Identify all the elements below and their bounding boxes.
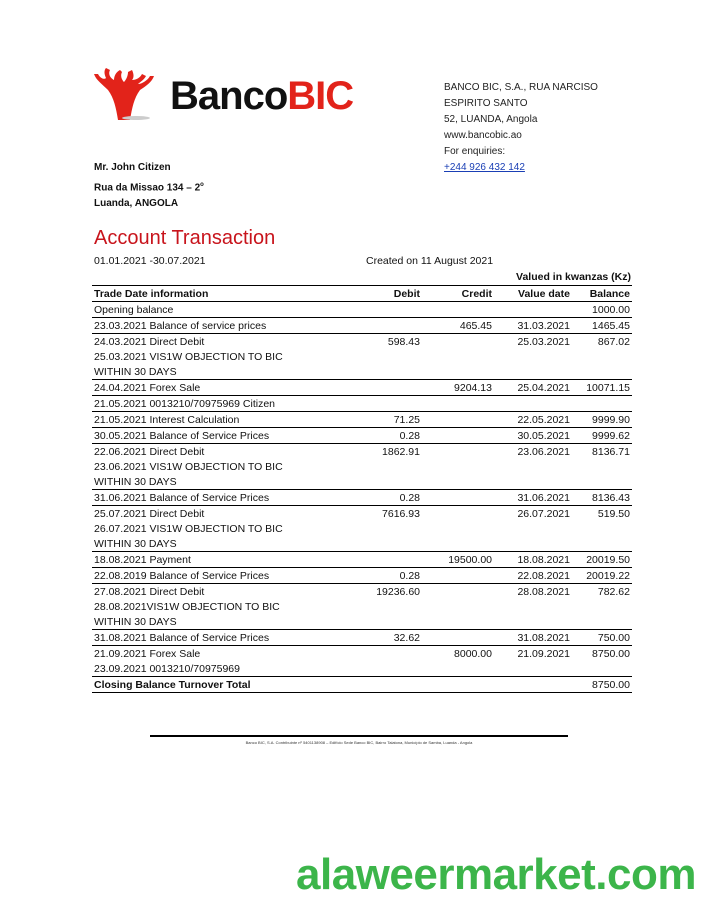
cell-desc: 23.09.2021 0013210/70975969: [94, 662, 240, 675]
table-row: [92, 334, 632, 350]
table-row: [92, 568, 632, 584]
bank-logo: [92, 68, 372, 120]
closing-balance-row: [92, 677, 632, 693]
cell-debit: [358, 521, 422, 536]
table-row: [92, 318, 632, 334]
page-title: Account Transaction: [94, 227, 276, 249]
cell-value-date: 26.07.2021: [517, 507, 570, 520]
cell-debit: 19236.60: [376, 585, 420, 598]
cell-desc: 25.07.2021 Direct Debit: [94, 507, 205, 520]
table-row: [92, 490, 632, 506]
table-row: [92, 364, 632, 380]
cell-debit: [358, 646, 422, 662]
cell-credit: 9204.13: [422, 380, 494, 396]
cell-credit: [422, 474, 494, 490]
table-row: [92, 584, 632, 600]
cell-balance: [572, 661, 632, 677]
cell-value-date: 23.06.2021: [517, 445, 570, 458]
cell-credit: [422, 396, 494, 412]
cell-value-date: 21.09.2021: [517, 647, 570, 660]
table-header: [92, 286, 632, 302]
cell-value-date: 30.05.2021: [494, 428, 572, 444]
cell-desc: 24.03.2021 Direct Debit: [94, 335, 205, 348]
closing-label: Closing Balance Turnover Total: [92, 677, 358, 693]
closing-balance: 8750.00: [572, 677, 632, 693]
cell-credit: [422, 599, 494, 614]
transactions-table: [92, 285, 632, 693]
cell-credit: [422, 364, 494, 380]
cell-desc: WITHIN 30 DAYS: [92, 364, 358, 380]
cell-desc: 21.09.2021 Forex Sale: [94, 647, 201, 660]
cell-credit: [422, 412, 494, 428]
bank-address: BANCO BIC, S.A., RUA NARCISO ESPIRITO SANTO 52, LUANDA, Angola www.bancobic.ao For enquiries: +244 926 432 142: [444, 80, 598, 176]
cell-debit: 0.28: [358, 568, 422, 584]
table-row: [92, 646, 632, 662]
cell-debit: [358, 380, 422, 396]
baobab-tree-icon: [92, 68, 156, 120]
col-balance: Balance: [572, 286, 632, 302]
cell-balance: [572, 614, 632, 630]
cell-debit: [358, 552, 422, 568]
col-value-date: Value date: [494, 286, 572, 302]
cell-desc: 21.05.2021 Interest Calculation: [92, 412, 358, 428]
cell-balance: 1465.45: [572, 318, 632, 334]
cell-desc: WITHIN 30 DAYS: [92, 614, 358, 630]
col-trade-date: Trade Date information: [92, 286, 358, 302]
cell-value-date: 31.08.2021: [494, 630, 572, 646]
cell-debit: 598.43: [387, 335, 420, 348]
cell-desc: 26.07.2021 VIS1W OBJECTION TO BIC: [94, 522, 283, 535]
table-row: [92, 380, 632, 396]
table-row: [92, 396, 632, 412]
table-row: [92, 614, 632, 630]
cell-balance: 519.50: [597, 507, 630, 520]
cell-balance: [572, 474, 632, 490]
cell-credit: [422, 536, 494, 552]
customer-address: Mr. John Citizen Rua da Missao 134 – 2$^o$ Luanda, ANGOLA: [94, 162, 204, 210]
cell-desc: 22.06.2021 Direct Debit: [94, 445, 205, 458]
cell-balance: [572, 536, 632, 552]
cell-value-date: 28.08.2021: [517, 585, 570, 598]
cell-balance: 750.00: [572, 630, 632, 646]
cell-debit: 32.62: [358, 630, 422, 646]
cell-debit: [358, 459, 422, 474]
cell-desc: 21.05.2021 0013210/70975969 Citizen: [92, 396, 358, 412]
cell-debit: [358, 318, 422, 334]
cell-value-date: 25.04.2021: [494, 380, 572, 396]
table-row: [92, 599, 632, 614]
col-credit: Credit: [422, 286, 494, 302]
cell-value-date: 25.03.2021: [517, 335, 570, 348]
cell-desc: WITHIN 30 DAYS: [92, 536, 358, 552]
table-row: [92, 444, 632, 460]
cell-balance: 9999.90: [572, 412, 632, 428]
cell-value-date: [494, 396, 572, 412]
cell-debit: 71.25: [358, 412, 422, 428]
enquiries-phone-link[interactable]: +244 926 432 142: [444, 162, 525, 173]
table-row: [92, 521, 632, 536]
cell-credit: [422, 334, 494, 350]
cell-debit: 1862.91: [382, 445, 420, 458]
cell-debit: [358, 599, 422, 614]
cell-desc: 31.08.2021 Balance of Service Prices: [92, 630, 358, 646]
cell-value-date: 31.06.2021: [494, 490, 572, 506]
cell-value-date: 31.03.2021: [494, 318, 572, 334]
cell-value-date: [494, 349, 572, 364]
cell-desc: WITHIN 30 DAYS: [92, 474, 358, 490]
cell-value-date: [494, 474, 572, 490]
cell-desc: 27.08.2021 Direct Debit: [94, 585, 205, 598]
cell-value-date: 18.08.2021: [494, 552, 572, 568]
cell-value-date: [494, 614, 572, 630]
cell-desc: 23.03.2021 Balance of service prices: [92, 318, 358, 334]
table-row: [92, 630, 632, 646]
cell-credit: [422, 630, 494, 646]
cell-value-date: [494, 661, 572, 677]
footer-legal-text: Banco BIC, S.A. Contribuinte nº 5401138908 – Edifício Sede Banco BIC, Bairro Talatona, Município de Samba, Luanda - Angola: [245, 740, 473, 745]
cell-balance: 20019.50: [572, 552, 632, 568]
cell-debit: 7616.93: [382, 507, 420, 520]
watermark: alaweermarket.com: [296, 850, 696, 899]
cell-credit: [422, 661, 494, 677]
cell-desc: Opening balance: [92, 302, 358, 318]
cell-credit: [422, 584, 494, 600]
cell-value-date: [494, 599, 572, 614]
table-row: [92, 302, 632, 318]
cell-value-date: [494, 302, 572, 318]
cell-desc: 18.08.2021 Payment: [92, 552, 358, 568]
table-row: [92, 661, 632, 677]
cell-balance: 10071.15: [572, 380, 632, 396]
table-row: [92, 428, 632, 444]
cell-value-date: [494, 521, 572, 536]
cell-balance: 782.62: [597, 585, 630, 598]
cell-debit: [358, 364, 422, 380]
cell-debit: 0.28: [358, 490, 422, 506]
cell-desc: 28.08.2021VIS1W OBJECTION TO BIC: [94, 600, 280, 613]
footer-divider: [150, 735, 568, 737]
cell-credit: [422, 506, 494, 522]
cell-value-date: 22.08.2021: [494, 568, 572, 584]
cell-credit: [422, 490, 494, 506]
cell-balance: 20019.22: [572, 568, 632, 584]
cell-debit: [358, 536, 422, 552]
cell-credit: 8000.00: [454, 647, 492, 660]
cell-credit: [422, 444, 494, 460]
cell-credit: [422, 521, 494, 536]
statement-period: 01.01.2021 -30.07.2021: [94, 255, 206, 267]
created-date: Created on 11 August 2021: [366, 255, 494, 267]
cell-debit: [358, 474, 422, 490]
cell-balance: 9999.62: [572, 428, 632, 444]
cell-value-date: [494, 459, 572, 474]
cell-desc: 23.06.2021 VIS1W OBJECTION TO BIC: [94, 460, 283, 473]
cell-debit: [358, 349, 422, 364]
cell-balance: [572, 396, 632, 412]
cell-desc: 22.08.2019 Balance of Service Prices: [92, 568, 358, 584]
table-row: [92, 506, 632, 522]
cell-desc: 31.06.2021 Balance of Service Prices: [92, 490, 358, 506]
cell-credit: [422, 459, 494, 474]
cell-value-date: [494, 364, 572, 380]
cell-credit: [422, 428, 494, 444]
table-row: [92, 552, 632, 568]
cell-balance: 867.02: [597, 335, 630, 348]
cell-balance: [572, 599, 632, 614]
bank-website: www.bancobic.ao: [444, 130, 522, 141]
cell-credit: [422, 614, 494, 630]
cell-balance: [572, 364, 632, 380]
cell-balance: [572, 459, 632, 474]
cell-value-date: 22.05.2021: [494, 412, 572, 428]
cell-credit: [422, 568, 494, 584]
cell-credit: 19500.00: [422, 552, 494, 568]
cell-desc: 24.04.2021 Forex Sale: [92, 380, 358, 396]
cell-value-date: [494, 536, 572, 552]
col-debit: Debit: [358, 286, 422, 302]
cell-balance: 8136.71: [592, 445, 630, 458]
cell-debit: [358, 661, 422, 677]
cell-credit: [422, 302, 494, 318]
bank-wordmark: BancoBIC: [170, 74, 354, 118]
cell-balance: [572, 349, 632, 364]
cell-balance: 8136.43: [572, 490, 632, 506]
cell-credit: 465.45: [422, 318, 494, 334]
table-row: [92, 349, 632, 364]
currency-note: Valued in kwanzas (Kz): [516, 271, 631, 283]
table-row: [92, 474, 632, 490]
cell-desc: 25.03.2021 VIS1W OBJECTION TO BIC: [94, 350, 283, 363]
cell-debit: [358, 396, 422, 412]
cell-debit: [358, 302, 422, 318]
cell-balance: 8750.00: [592, 647, 630, 660]
cell-credit: [422, 349, 494, 364]
cell-balance: 1000.00: [572, 302, 632, 318]
cell-desc: 30.05.2021 Balance of Service Prices: [92, 428, 358, 444]
cell-balance: [572, 521, 632, 536]
table-row: [92, 459, 632, 474]
customer-name: Mr. John Citizen: [94, 162, 171, 173]
cell-debit: [358, 614, 422, 630]
cell-debit: 0.28: [358, 428, 422, 444]
table-row: [92, 412, 632, 428]
table-row: [92, 536, 632, 552]
